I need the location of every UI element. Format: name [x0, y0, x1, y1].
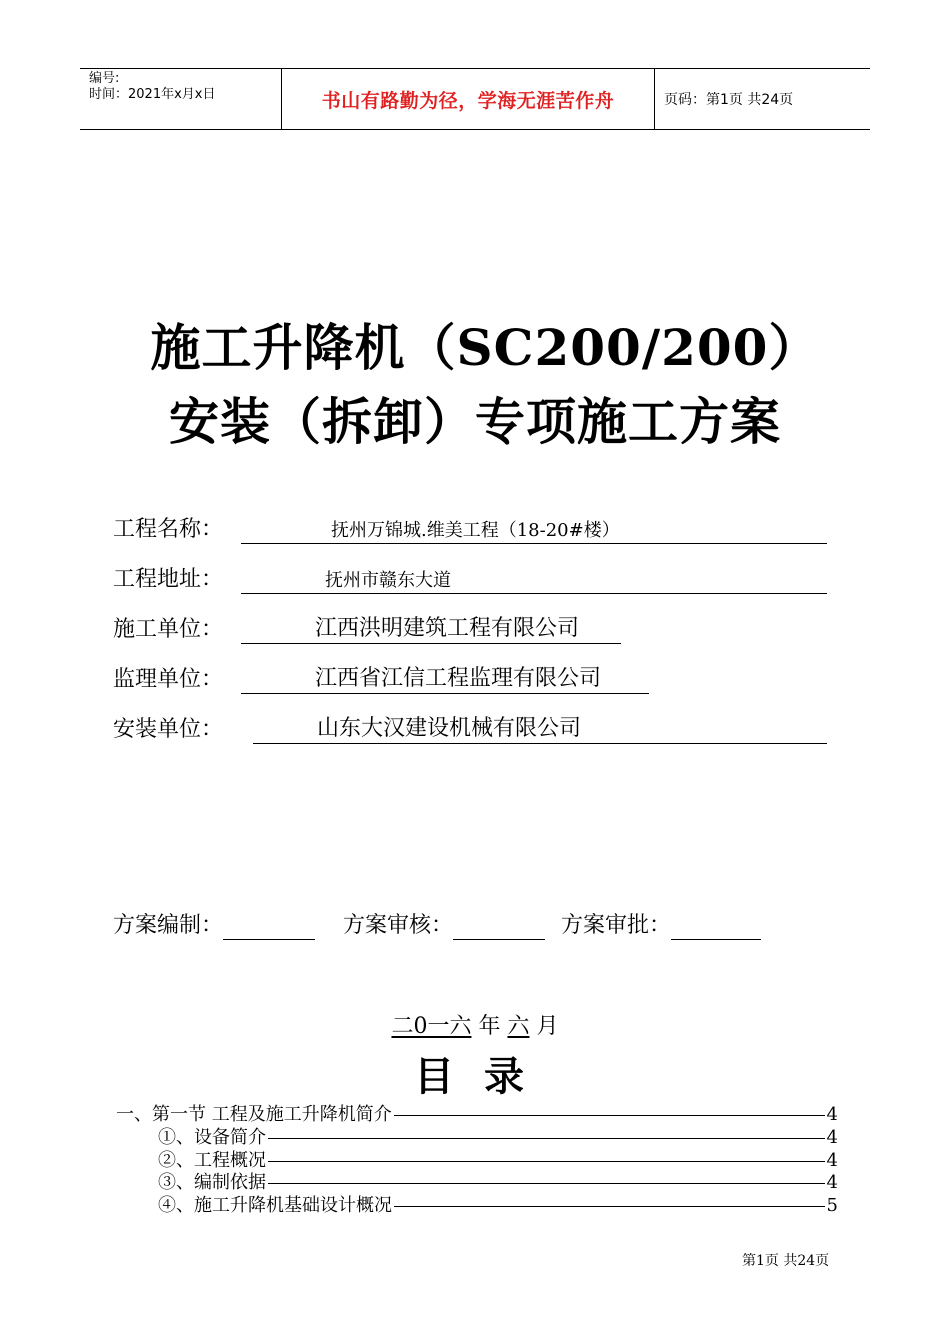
toc-item-page: 5 — [826, 1195, 838, 1216]
info-row-project-address — [113, 562, 827, 594]
toc-title: 目录 — [414, 1053, 554, 1100]
toc-leader — [394, 1206, 825, 1207]
info-line — [241, 566, 827, 594]
toc-item-page: 4 — [826, 1104, 838, 1125]
toc-item-page: 4 — [826, 1127, 838, 1148]
info-row-project-name — [113, 512, 827, 544]
info-row-supervision-unit — [113, 662, 649, 694]
toc-leader — [394, 1115, 825, 1116]
toc-item-page: 4 — [826, 1150, 838, 1171]
toc-item-text: ②、工程概况 — [158, 1150, 266, 1171]
sign-review-blank — [453, 914, 545, 940]
info-line — [241, 516, 827, 544]
info-row-construction-unit — [113, 612, 621, 644]
sign-compile-label: 方案编制： — [113, 913, 224, 938]
toc-item[interactable] — [158, 1172, 838, 1194]
toc-item-text: ④、施工升降机基础设计概况 — [158, 1195, 392, 1216]
document-title-line-2: 安装（拆卸）专项施工方案 — [169, 392, 781, 451]
info-row-installation-unit — [113, 712, 827, 744]
info-value: 山东大汉建设机械有限公司 — [317, 716, 582, 741]
header-motto: 书山有路勤为径，学海无涯苦作舟 — [321, 89, 615, 112]
toc-item[interactable] — [116, 1104, 838, 1126]
page-footer: 第1页 共24页 — [742, 1253, 830, 1269]
sign-approve-label: 方案审批： — [561, 913, 672, 938]
info-label: 施工单位： — [113, 617, 224, 642]
document-title-line-1: 施工升降机（SC200/200） — [150, 318, 820, 377]
document-date — [0, 1012, 950, 1042]
sign-approve-blank — [671, 914, 761, 940]
info-label: 安装单位： — [113, 717, 224, 742]
toc-item-text: ①、设备简介 — [158, 1127, 266, 1148]
page-header — [80, 68, 870, 130]
info-value: 抚州万锦城.维美工程（18-20#楼） — [331, 520, 620, 541]
toc-leader — [268, 1183, 825, 1184]
date-year: 二0一六 — [391, 1014, 472, 1039]
toc-item[interactable] — [158, 1150, 838, 1172]
header-motto-cell — [282, 69, 655, 129]
toc-item-text: ③、编制依据 — [158, 1172, 266, 1193]
date-month: 六 — [507, 1014, 530, 1039]
info-line — [241, 616, 621, 644]
sign-review-label: 方案审核： — [343, 913, 454, 938]
header-meta — [80, 69, 282, 129]
info-value: 江西洪明建筑工程有限公司 — [315, 616, 580, 641]
toc-item[interactable] — [158, 1127, 838, 1149]
info-label: 监理单位： — [113, 667, 224, 692]
document-time: 时间：2021年x月x日 — [89, 87, 216, 102]
info-value: 江西省江信工程监理有限公司 — [315, 666, 602, 691]
toc-leader — [268, 1138, 825, 1139]
info-line — [241, 666, 649, 694]
signature-row — [113, 912, 761, 940]
header-page-info: 页码：第1页 共24页 — [664, 92, 794, 108]
date-month-unit: 月 — [536, 1014, 559, 1039]
toc-item-text: 一、第一节 工程及施工升降机简介 — [116, 1104, 392, 1125]
info-value: 抚州市赣东大道 — [325, 570, 451, 591]
document-number-label: 编号: — [89, 71, 120, 86]
date-year-unit: 年 — [478, 1014, 501, 1039]
sign-compile-blank — [223, 914, 315, 940]
info-label: 工程名称： — [113, 517, 224, 542]
toc-item-page: 4 — [826, 1172, 838, 1193]
info-label: 工程地址： — [113, 567, 224, 592]
toc-item[interactable] — [158, 1195, 838, 1217]
toc-leader — [268, 1161, 825, 1162]
info-line — [253, 716, 827, 744]
